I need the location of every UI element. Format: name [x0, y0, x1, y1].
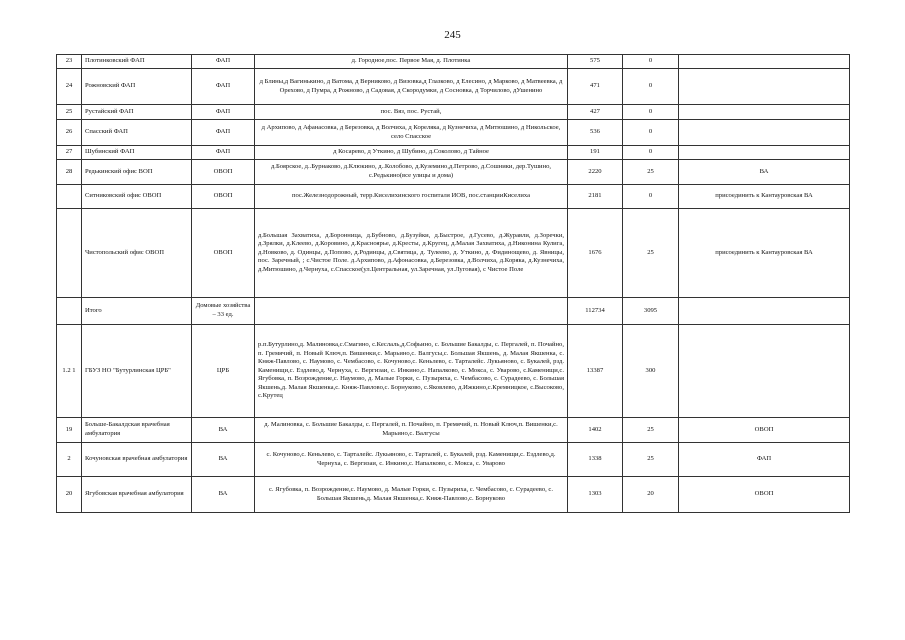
staff-count: 20 — [623, 477, 679, 513]
facility-name: Шубинский ФАП — [82, 146, 192, 160]
reorganization-plan — [679, 120, 850, 146]
row-number: 19 — [57, 418, 82, 443]
facility-name: Спасский ФАП — [82, 120, 192, 146]
table-row — [57, 55, 850, 69]
served-settlements: д Блины,д Вагинькино, д Ватома, д Верниково, д Визовка,д Глазково, д Елесино, д Марково, д Матвеевка, д Орехово, д Пумра, д Рожново, д Садовая, д Скородумки, д Сосновка, д Торчилово, дУшенино — [255, 69, 568, 105]
facility-name: Ситниковский офис ОВОП — [82, 185, 192, 209]
staff-count: 0 — [623, 69, 679, 105]
facility-name: Больше-Бакалдская врачебная амбулатория — [82, 418, 192, 443]
staff-count: 25 — [623, 443, 679, 477]
facility-type: ОВОП — [192, 160, 255, 185]
table-row — [57, 477, 850, 513]
reorganization-plan: ОВОП — [679, 477, 850, 513]
table-row — [57, 209, 850, 298]
served-settlements: д Косарево, д Уткино, д Шубино, д.Соколово, д Тайное — [255, 146, 568, 160]
facility-name: Чистопольский офис ОВОП — [82, 209, 192, 298]
served-settlements: с. Кочуново,с. Кеньлево, с. Тарталейс. Лукьяново, с. Тарталей, с. Букалей, рзд. Каменищи,с. Ездлево,д. Чернуха, с. Вергизаи, с. Инкино,с. Напалково, с. Мокса, с. Уварово — [255, 443, 568, 477]
row-number: 27 — [57, 146, 82, 160]
population: 1402 — [568, 418, 623, 443]
population: 13387 — [568, 325, 623, 418]
facility-type: ВА — [192, 477, 255, 513]
row-number: 28 — [57, 160, 82, 185]
facility-type: ФАП — [192, 55, 255, 69]
reorganization-plan: ФАП — [679, 443, 850, 477]
facility-type: ФАП — [192, 120, 255, 146]
population: 471 — [568, 69, 623, 105]
facility-type: ОВОП — [192, 209, 255, 298]
row-number: 25 — [57, 105, 82, 120]
facility-name: ГБУЗ НО "Бутурлинская ЦРБ" — [82, 325, 192, 418]
population: 1676 — [568, 209, 623, 298]
staff-count: 25 — [623, 418, 679, 443]
population: 1303 — [568, 477, 623, 513]
row-number: 2 — [57, 443, 82, 477]
reorganization-plan — [679, 146, 850, 160]
facility-name: Итого — [82, 298, 192, 325]
table-row — [57, 443, 850, 477]
row-number: 24 — [57, 69, 82, 105]
population: 2181 — [568, 185, 623, 209]
staff-count: 0 — [623, 185, 679, 209]
facility-type: ВА — [192, 443, 255, 477]
row-number: 26 — [57, 120, 82, 146]
staff-count: 0 — [623, 105, 679, 120]
facility-type: ЦРБ — [192, 325, 255, 418]
staff-count: 0 — [623, 120, 679, 146]
reorganization-plan — [679, 55, 850, 69]
staff-count: 25 — [623, 209, 679, 298]
served-settlements: с. Ягубовка, п. Возрождение,с. Наумово, д. Малые Горки, с. Пузыриха, с. Чембасово, с. Сурадеево, с. Большая Якшень,д. Малая Якшенка,с. Княж-Павлово,с. Борнуково — [255, 477, 568, 513]
reorganization-plan — [679, 69, 850, 105]
population: 536 — [568, 120, 623, 146]
table-row — [57, 69, 850, 105]
table-row — [57, 160, 850, 185]
row-number: 20 — [57, 477, 82, 513]
facility-type: ОВОП — [192, 185, 255, 209]
staff-count: 0 — [623, 55, 679, 69]
served-settlements: пос. Вяз, пос. Рустай, — [255, 105, 568, 120]
row-number — [57, 298, 82, 325]
facility-type: ФАП — [192, 105, 255, 120]
served-settlements: д.Большая Захватиха, д.Боронница, д.Бубново, д.Бузуйки, д.Быстрое, д.Гусево, д.Журавли, д.Зоречки, д.Зрялки, д.Клеево, д.Коровино, д.Красноярье, д.Кресты, д.Кругец, д.Малая Захватиха, д.Никонина Кулига, д.Новково, д. Одинцы, д.Попово, д.Родинцы, д.Святица, д. Тулеево, д. Уткино, д. Фидинощево, д. Явницы, пос. Заречный, ; с.Чистое Поле. д.Архипово, д.Афонасовка, д.Березовка, д.Волчиха, д.Коряка, д.Кузнечиха, д.Митюшино, д.Чернуха, с.Спасское(ул.Центральная, ул.Заречная, ул.Луговая), с Чистое Поле — [255, 209, 568, 298]
population: 191 — [568, 146, 623, 160]
facility-name: Плотинковский ФАП — [82, 55, 192, 69]
reorganization-plan: присоединить к Кантауровская ВА — [679, 185, 850, 209]
facility-name: Ягубовская врачебная амбулатория — [82, 477, 192, 513]
reorganization-plan — [679, 298, 850, 325]
served-settlements: пос.Железнодорожный, терр.Киселихинского госпиталя ИОВ, пос.станцииКиселиха — [255, 185, 568, 209]
reorganization-plan: ОВОП — [679, 418, 850, 443]
reorganization-plan: присоединить к Кантауровская ВА — [679, 209, 850, 298]
facility-name: Рустайский ФАП — [82, 105, 192, 120]
staff-count: 300 — [623, 325, 679, 418]
facility-name: Кочуновская врачебная амбулатория — [82, 443, 192, 477]
table-row — [57, 298, 850, 325]
reorganization-plan — [679, 105, 850, 120]
facilities-table — [56, 54, 850, 513]
table-row — [57, 146, 850, 160]
served-settlements: д Архипово, д Афанасовка, д Березовка, д Волчиха, д Кореляка, д Кузнечиха, д Митюшино, д Никольское, село Спасское — [255, 120, 568, 146]
served-settlements: р.п.Бутурлино,д. Малиновка,с.Смагино, с.Кеслаль,д.Софьино, с. Большие Бакалды, с. Пергалей, п. Почайно, п. Гремячий, п. Новый Ключ,п. Вишенки,с. Марьино,с. Валгусы,с. Большая Якшень, д. Малая Якшенка, с. Княж-Павлово, с. Наумово, с. Чембасово, с. Кочуново,с. Кеньлево, с. Тарталейс. Лукьяново, с. Букалей, рзд. Каменищи,с. Ездлево,д. Чернуха, с. Вергизаи, с. Инкино,с. Напалково, с. Мокса, с. Уварово, с.Каменищи,с. Ягубовка, п. Возрождение,с. Наумово, д. Малые Горки, с. Пузыриха, с. Чембасово, с. Сурадеево, с. Большая Якшень,д. Малая Якшенка,с. Княж-Павлово,с. Борнуково, с.Яковлево, д.Ижкино,с.Кремницкое, с.Высоково, с.Крутец — [255, 325, 568, 418]
table-row — [57, 325, 850, 418]
reorganization-plan: ВА — [679, 160, 850, 185]
row-number: 23 — [57, 55, 82, 69]
facility-type: Домовые хозяйства – 33 ед. — [192, 298, 255, 325]
row-number — [57, 185, 82, 209]
population: 575 — [568, 55, 623, 69]
served-settlements: д. Городное,пос. Первое Мая, д. Плотинка — [255, 55, 568, 69]
table-row — [57, 120, 850, 146]
served-settlements: д. Малиновка, с. Большие Бакалды, с. Пергалей, п. Почайно, п. Гремячий, п. Новый Ключ,п. Вишенки,с. Марьино,с. Валгусы — [255, 418, 568, 443]
staff-count: 25 — [623, 160, 679, 185]
facility-type: ФАП — [192, 69, 255, 105]
population: 2220 — [568, 160, 623, 185]
page-number: 245 — [444, 29, 461, 41]
population: 427 — [568, 105, 623, 120]
staff-count: 0 — [623, 146, 679, 160]
table-row — [57, 105, 850, 120]
facility-type: ФАП — [192, 146, 255, 160]
table-row — [57, 185, 850, 209]
facility-type: ВА — [192, 418, 255, 443]
staff-count: 3095 — [623, 298, 679, 325]
facility-name: Рожновский ФАП — [82, 69, 192, 105]
reorganization-plan — [679, 325, 850, 418]
row-number: 1.2 1 — [57, 325, 82, 418]
served-settlements: д.Боярское, д..Бурнаково, д.Клюкино, д..Колобово, д.Куземино,д.Петрово, д.Сошники, дер.Тушино, с.Редькино(все улицы и дома) — [255, 160, 568, 185]
population: 112734 — [568, 298, 623, 325]
population: 1338 — [568, 443, 623, 477]
facility-name: Редькинский офис ВОП — [82, 160, 192, 185]
row-number — [57, 209, 82, 298]
table-row — [57, 418, 850, 443]
served-settlements — [255, 298, 568, 325]
